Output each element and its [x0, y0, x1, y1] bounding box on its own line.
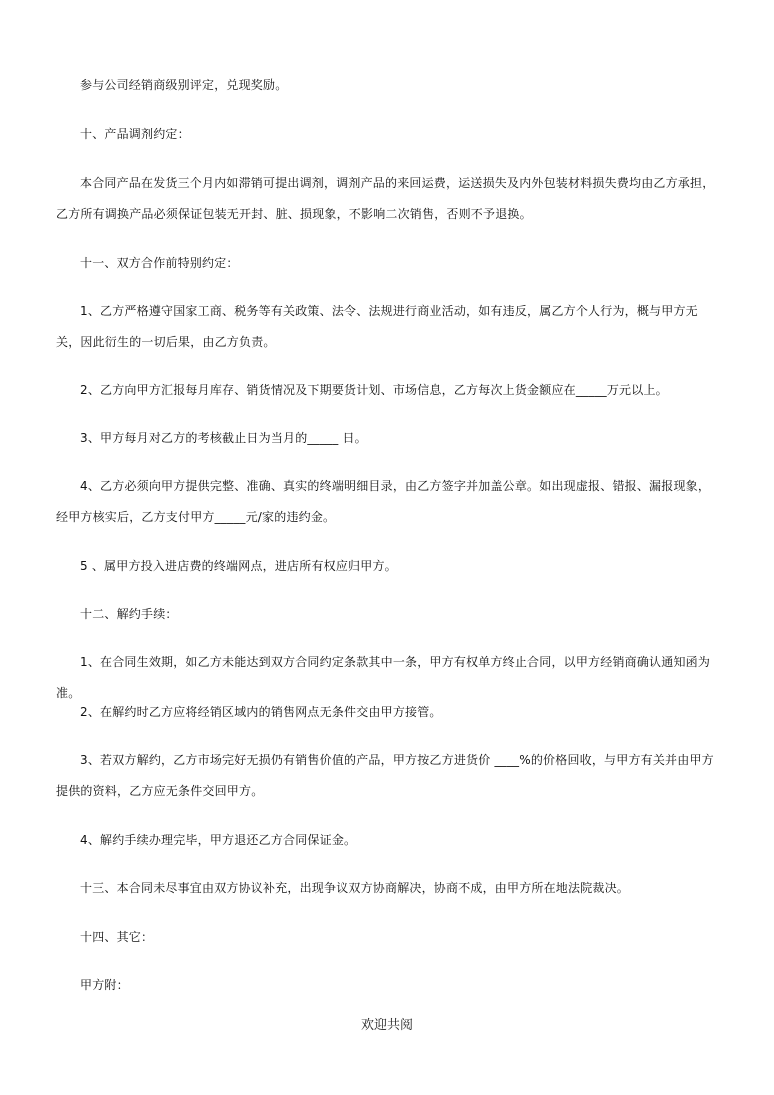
paragraph-special-clause-3: 3、甲方每月对乙方的考核截止日为当月的_____ 日。	[80, 431, 367, 445]
heading-other: 十四、其它：	[80, 930, 154, 944]
paragraph-party-a-attachment: 甲方附：	[80, 978, 129, 992]
heading-special-agreement: 十一、双方合作前特别约定：	[80, 256, 239, 270]
paragraph-special-clause-2: 2、乙方向甲方汇报每月库存、销货情况及下期要货计划、市场信息，乙方每次上货金额应在_____万元以上。	[80, 383, 668, 397]
paragraph-termination-2: 2、在解约时乙方应将经销区域内的销售网点无条件交由甲方接管。	[80, 705, 442, 719]
paragraph-special-clause-1: 1、乙方严格遵守国家工商、税务等有关政策、法令、法规进行商业活动，如有违反，属乙方个人行为，概与甲方无关，因此衍生的一切后果，由乙方负责。	[56, 304, 698, 349]
paragraph-termination-3: 3、若双方解约，乙方市场完好无损仍有销售价值的产品，甲方按乙方进货价 ____%的价格回收，与甲方有关并由甲方提供的资料，乙方应无条件交回甲方。	[56, 753, 714, 798]
paragraph-dealer-rating: 参与公司经销商级别评定，兑现奖励。	[80, 78, 288, 92]
paragraph-termination-1: 1、在合同生效期，如乙方未能达到双方合同约定条款其中一条，甲方有权单方终止合同，以甲方经销商确认通知函为准。	[56, 655, 711, 700]
heading-termination: 十二、解约手续：	[80, 607, 178, 621]
heading-product-adjustment: 十、产品调剂约定：	[80, 127, 190, 141]
paragraph-special-clause-4: 4、乙方必须向甲方提供完整、准确、真实的终端明细目录，由乙方签字并加盖公章。如出现虚报、错报、漏报现象，经甲方核实后，乙方支付甲方_____元/家的违约金。	[56, 479, 711, 524]
paragraph-special-clause-5: 5 、属甲方投入进店费的终端网点，进店所有权应归甲方。	[80, 559, 397, 573]
page-footer: 欢迎共阅	[360, 1018, 413, 1033]
paragraph-product-adjustment: 本合同产品在发货三个月内如滞销可提出调剂，调剂产品的来回运费，运送损失及内外包装材料损失费均由乙方承担，乙方所有调换产品必须保证包装无开封、脏、损现象，不影响二次销售，否则不予退换。	[56, 176, 715, 221]
paragraph-termination-4: 4、解约手续办理完毕，甲方退还乙方合同保证金。	[80, 833, 357, 847]
paragraph-dispute-resolution: 十三、本合同未尽事宜由双方协议补充，出现争议双方协商解决，协商不成，由甲方所在地法院裁决。	[80, 881, 630, 895]
